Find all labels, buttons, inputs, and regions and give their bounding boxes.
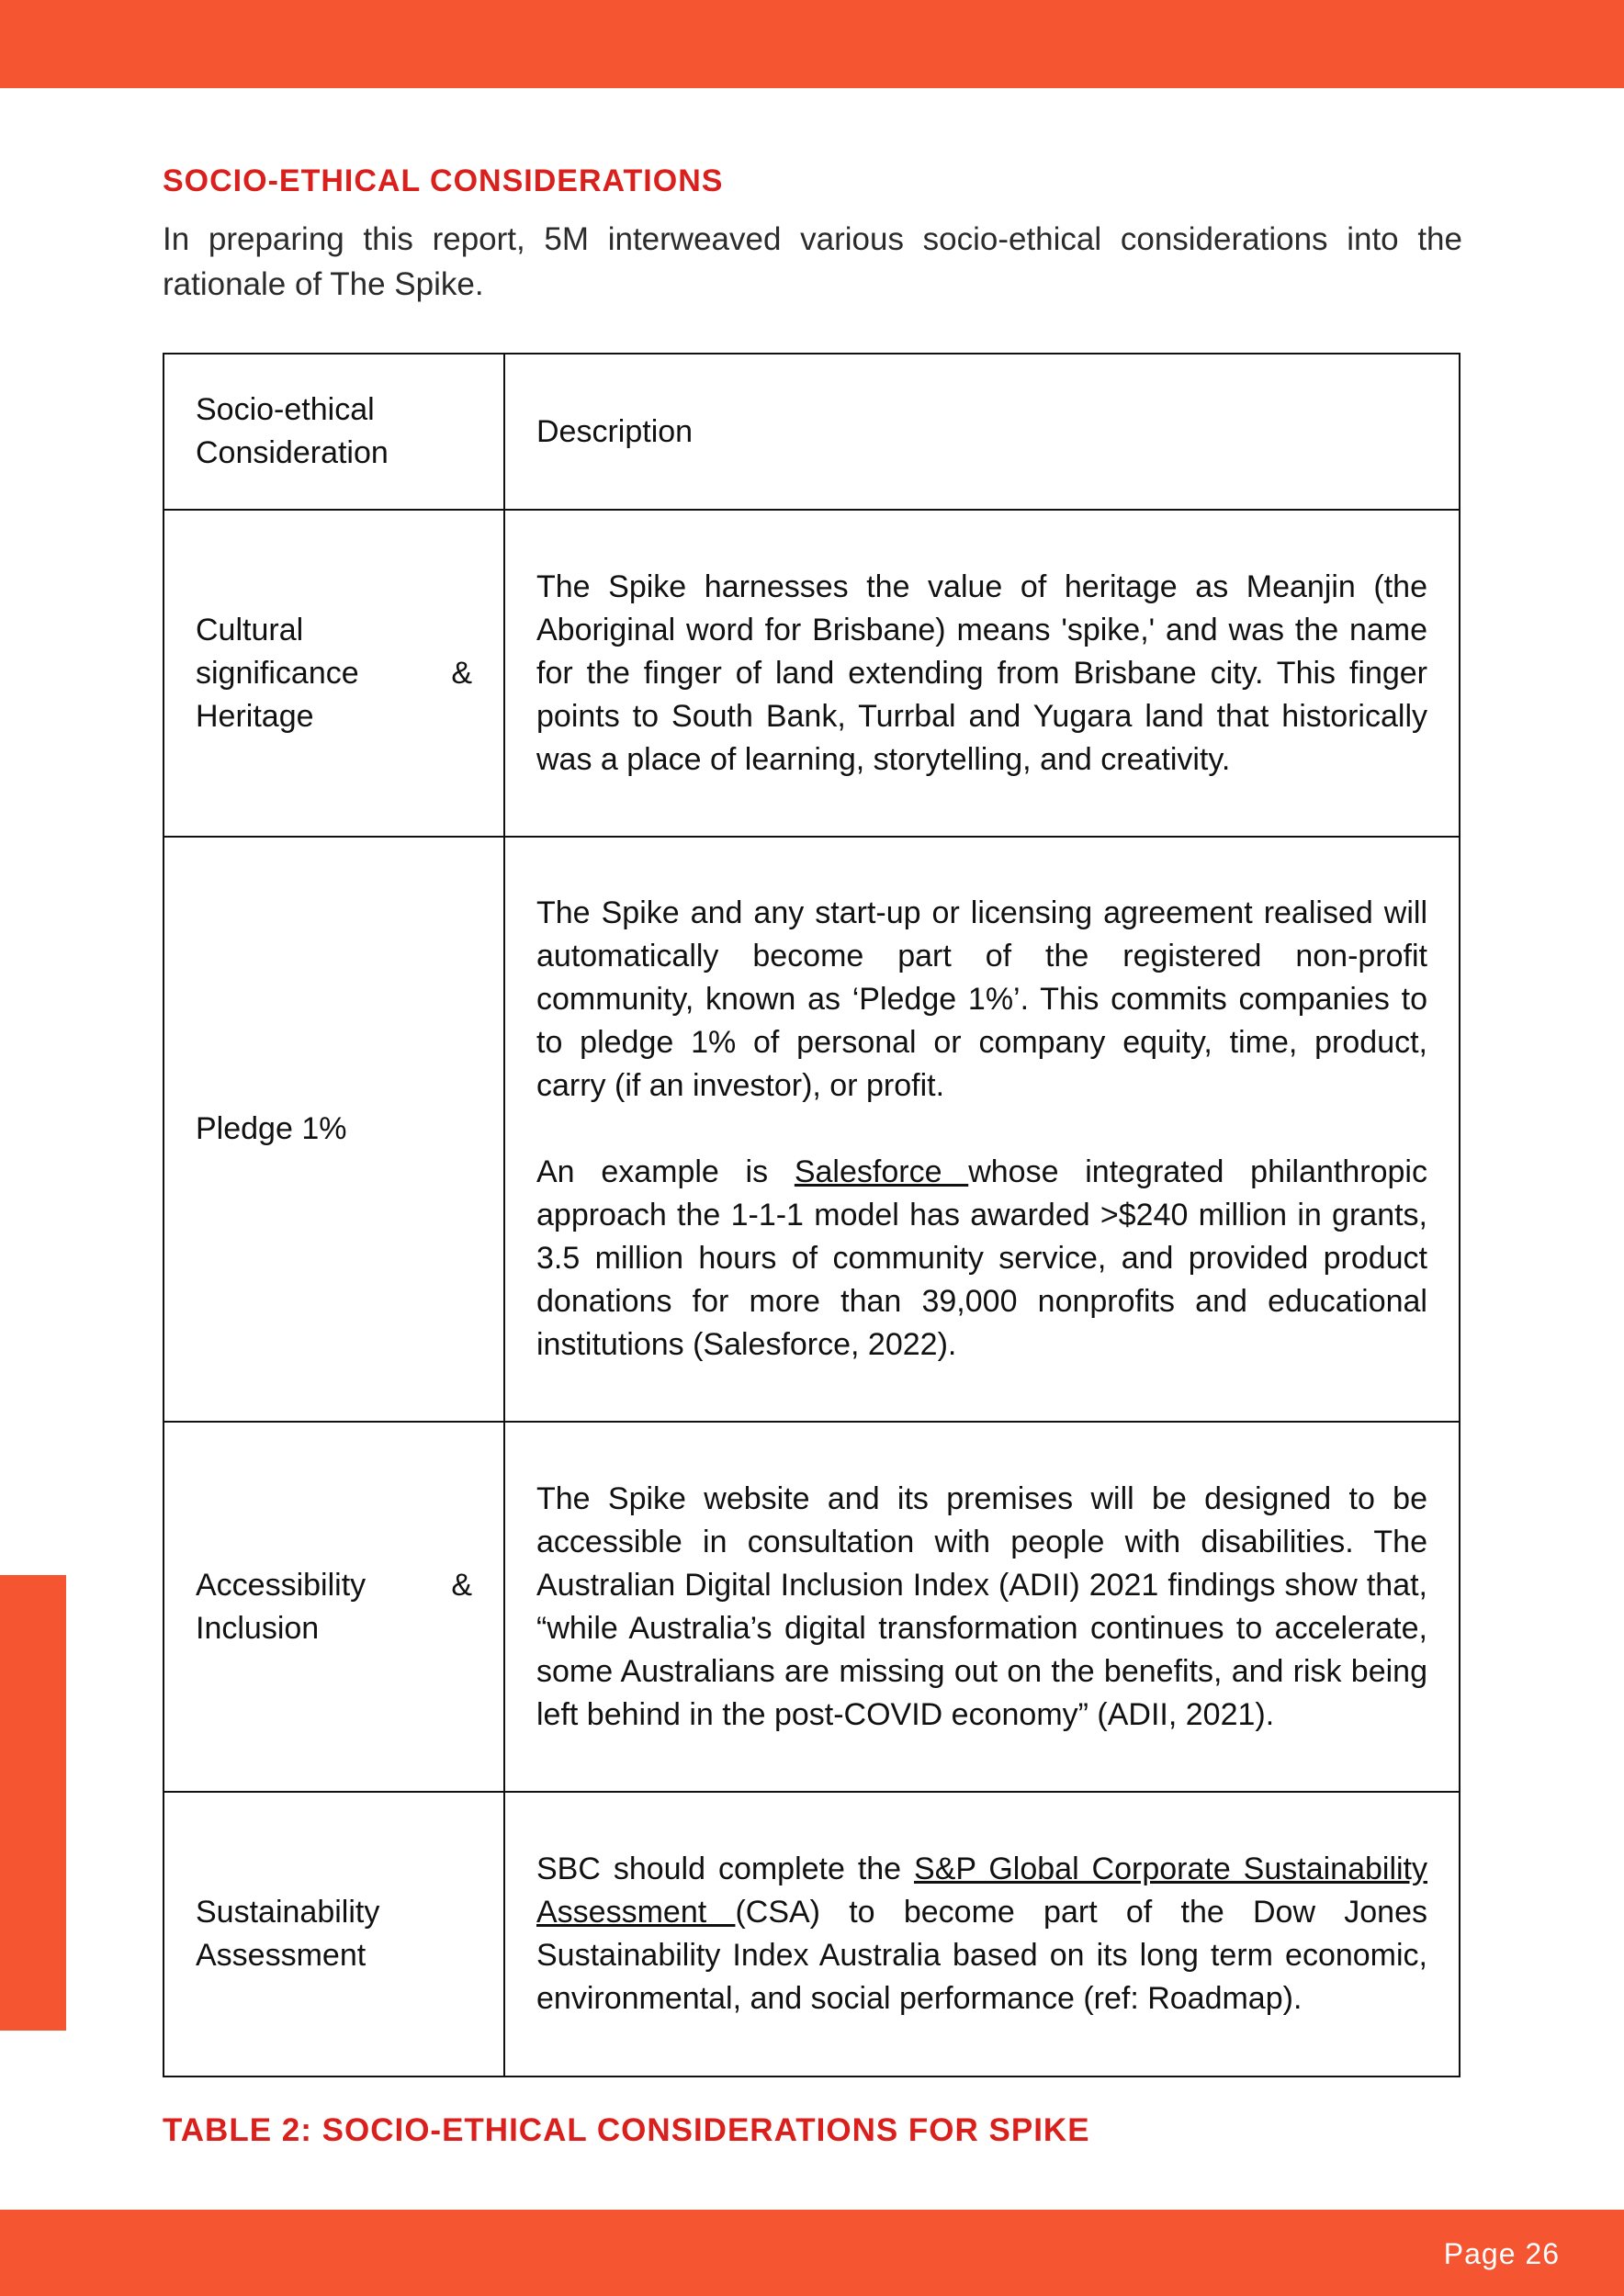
header-band [0, 0, 1624, 88]
page-number: Page 26 [1443, 2237, 1560, 2270]
row-consideration: Cultural significance & Heritage [164, 510, 504, 837]
table-row [164, 1422, 1460, 1792]
description-paragraph [536, 1151, 1427, 1367]
description-text: An example is [536, 1154, 795, 1189]
table-row [164, 837, 1460, 1422]
row-consideration: Pledge 1% [164, 837, 504, 1422]
description-text: SBC should complete the [536, 1851, 915, 1886]
description-paragraph: The Spike and any start-up or licensing agreement realised will automatically become part of the registered non-profit community, known as ‘Pledge 1%’. This commits companies to to pledge 1% of personal or company equity, time, product, carry (if an investor), or profit. [536, 895, 1427, 1103]
description-text: (CSA) to become part of the Dow Jones Sustainability Index Australia based on its long term economic, environmental, and social performance (ref: Roadmap). [536, 1895, 1427, 2016]
footer-band [0, 2210, 1624, 2296]
intro-paragraph: In preparing this report, 5M interweaved various socio-ethical considerations into the rationale of The Spike. [163, 221, 1462, 302]
section-title: SOCIO-ETHICAL CONSIDERATIONS [163, 163, 724, 198]
row-description [504, 1792, 1460, 2077]
side-accent-bar [0, 1575, 66, 2031]
header-consideration: Socio-ethical Consideration [164, 354, 504, 510]
table-header-row [164, 354, 1460, 510]
description-text: whose integrated philanthropic approach the 1-1-1 model has awarded >$240 million in grants, 3.5 million hours of community service, and provided product donations for more than 39,000 nonprofits and educational institutions (Salesforce, 2022). [536, 1154, 1427, 1362]
row-description: The Spike harnesses the value of heritage as Meanjin (the Aboriginal word for Brisbane) means 'spike,' and was the name for the finger of land extending from Brisbane city. This finger points to South Bank, Turrbal and Yugara land that historically was a place of learning, storytelling, and creativity. [504, 510, 1460, 837]
row-description: The Spike website and its premises will be designed to be accessible in consultation with people with disabilities. The Australian Digital Inclusion Index (ADII) 2021 findings show that, “while Australia’s digital transformation continues to accelerate, some Australians are missing out on the benefits, and risk being left behind in the post-COVID economy” (ADII, 2021). [504, 1422, 1460, 1792]
table-row [164, 510, 1460, 837]
row-description [504, 837, 1460, 1422]
salesforce-link[interactable]: Salesforce [794, 1154, 969, 1189]
header-description: Description [504, 354, 1460, 510]
sp-global-csa-link[interactable]: S&P Global Corporate Sustainability Assessment [536, 1851, 1428, 1930]
row-consideration: Sustainability Assessment [164, 1792, 504, 2077]
table-row [164, 1792, 1460, 2077]
row-consideration: Accessibility & Inclusion [164, 1422, 504, 1792]
table-caption: TABLE 2: SOCIO-ETHICAL CONSIDERATIONS FOR SPIKE [163, 2112, 1090, 2148]
considerations-table [163, 353, 1460, 2077]
